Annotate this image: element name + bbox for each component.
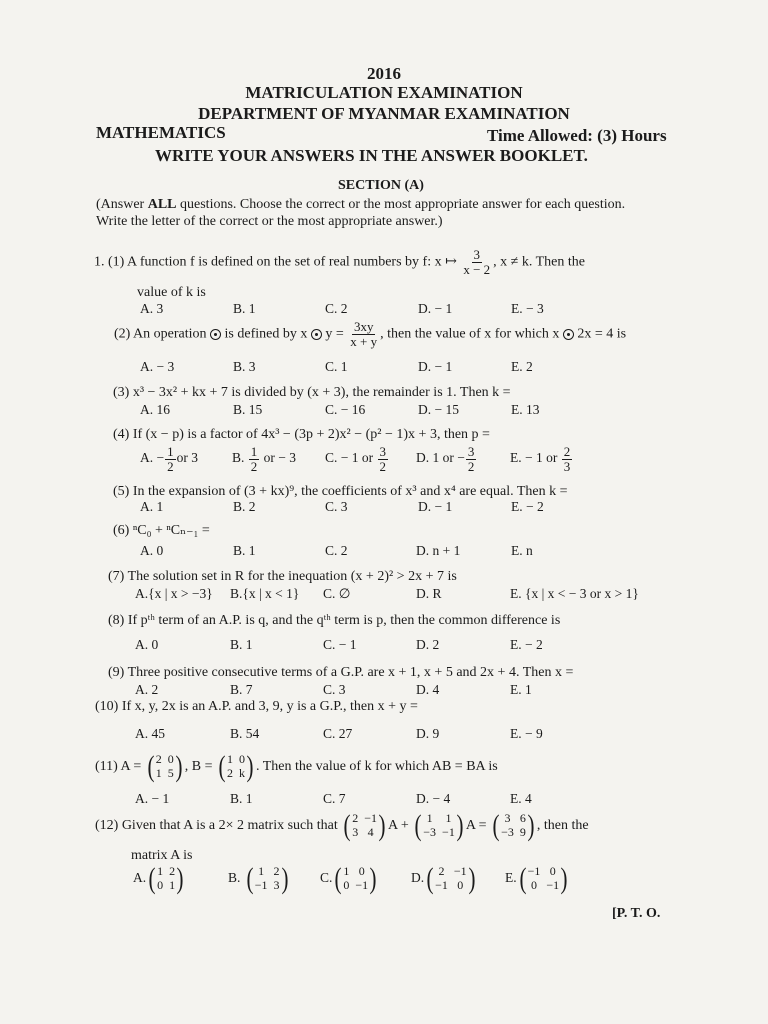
q6-option-e: E. n	[511, 543, 533, 558]
q11-option-e: E. 4	[510, 791, 532, 806]
q3-option-e: E. 13	[511, 402, 540, 417]
question-1-1: 1. (1) A function f is defined on the set of real numbers by f: x ↦ $\frac{3}{x - 2}$ , x ≠ k. Then the	[94, 247, 585, 277]
question-1-6: (6) ⁿC₀ + ⁿCₙ₋₁ =	[113, 523, 210, 538]
q1-option-a: A. 3	[140, 301, 164, 316]
fraction: $\frac{3}{x - 2}$	[463, 247, 491, 277]
section-note-line2: Write the letter of the correct or the most appropriate answer.)	[96, 214, 443, 229]
subject-title: MATHEMATICS	[96, 123, 226, 142]
q2-option-b: B. 3	[233, 359, 256, 374]
q3-option-a: A. 16	[140, 402, 170, 417]
q1-option-b: B. 1	[233, 301, 256, 316]
q1-option-e: E. − 3	[511, 301, 544, 316]
q4-option-a: A. − $\frac{1}{2}$ or 3	[140, 444, 198, 474]
q2-option-a: A. − 3	[140, 359, 175, 374]
q12-option-a: A. ( 1 2 0 1 )	[133, 862, 184, 895]
q10-option-a: A. 45	[135, 726, 165, 741]
q3-option-c: C. − 16	[325, 402, 366, 417]
q5-option-d: D. − 1	[418, 499, 453, 514]
question-1-12-cont: matrix A is	[131, 848, 193, 863]
q8-option-b: B. 1	[230, 637, 253, 652]
q9-option-d: D. 4	[416, 682, 440, 697]
q9-option-e: E. 1	[510, 682, 532, 697]
q7-option-d: D. R	[416, 586, 442, 601]
answer-instruction: WRITE YOUR ANSWERS IN THE ANSWER BOOKLET.	[155, 146, 588, 165]
question-1-11: (11) A = ( 2 0 1 5 ) , B = ( 1 0 2 k ) . Then the value of k for which AB = BA is	[95, 750, 498, 783]
question-1-9: (9) Three positive consecutive terms of a G.P. are x + 1, x + 5 and 2x + 4. Then x =	[108, 665, 574, 680]
q4-option-e: E. − 1 or $\frac{2}{3}$	[510, 444, 571, 474]
q8-option-c: C. − 1	[323, 637, 357, 652]
question-1-8: (8) If pᵗʰ term of an A.P. is q, and the qᵗʰ term is p, then the common difference is	[108, 613, 561, 628]
q7-option-a: A.{x | x > −3}	[135, 586, 213, 601]
q5-option-a: A. 1	[140, 499, 164, 514]
q9-option-b: B. 7	[230, 682, 253, 697]
q2-option-c: C. 1	[325, 359, 348, 374]
matrix-m1: ( 2 −1 3 4 )	[343, 809, 386, 842]
q6-option-d: D. n + 1	[416, 543, 461, 558]
question-1-12: (12) Given that A is a 2× 2 matrix such that ( 2 −1 3 4 ) A + ( 1 1 −3 −1 ) A = ( 3 6 −3 9 ) , then the	[95, 809, 589, 842]
q7-option-e: E. {x | x < − 3 or x > 1}	[510, 586, 639, 601]
q2-option-d: D. − 1	[418, 359, 453, 374]
q8-option-a: A. 0	[135, 637, 159, 652]
q4-option-b: B. $\frac{1}{2}$ or − 3	[232, 444, 296, 474]
circle-dot-operator-icon	[311, 329, 322, 340]
matrix-m3: ( 3 6 −3 9 )	[492, 809, 535, 842]
q9-option-c: C. 3	[323, 682, 346, 697]
question-1-5: (5) In the expansion of (3 + kx)⁹, the coefficients of x³ and x⁴ are equal. Then k =	[113, 484, 568, 499]
circle-dot-operator-icon	[563, 329, 574, 340]
section-title: SECTION (A)	[338, 178, 424, 193]
q11-option-c: C. 7	[323, 791, 346, 806]
circle-dot-operator-icon	[210, 329, 221, 340]
q2-option-e: E. 2	[511, 359, 533, 374]
q10-option-c: C. 27	[323, 726, 353, 741]
q12-option-c: C. ( 1 0 0 −1 )	[320, 862, 377, 895]
q8-option-d: D. 2	[416, 637, 440, 652]
q12-option-b: B. ( 1 2 −1 3 )	[228, 862, 289, 895]
q9-option-a: A. 2	[135, 682, 159, 697]
q3-option-d: D. − 15	[418, 402, 459, 417]
q5-option-c: C. 3	[325, 499, 348, 514]
question-1-2: (2) An operation is defined by x y = $\frac{3xy}{x + y}$ , then the value of x for which x 2x = 4 is	[114, 319, 627, 349]
q4-option-c: C. − 1 or $\frac{3}{2}$	[325, 444, 386, 474]
q4-option-d: D. 1 or − $\frac{3}{2}$	[416, 444, 475, 474]
q1-option-d: D. − 1	[418, 301, 453, 316]
q5-option-e: E. − 2	[511, 499, 544, 514]
exam-title: MATRICULATION EXAMINATION	[245, 83, 523, 102]
time-allowed: Time Allowed: (3) Hours	[487, 126, 667, 145]
exam-year: 2016	[367, 64, 401, 83]
question-1-10: (10) If x, y, 2x is an A.P. and 3, 9, y is a G.P., then x + y =	[95, 699, 418, 714]
q3-option-b: B. 15	[233, 402, 263, 417]
q6-option-b: B. 1	[233, 543, 256, 558]
q11-option-d: D. − 4	[416, 791, 451, 806]
q12-option-e: E. ( −1 0 0 −1 )	[505, 862, 568, 895]
q6-option-c: C. 2	[325, 543, 348, 558]
q7-option-c: C. ∅	[323, 586, 351, 601]
q7-option-b: B.{x | x < 1}	[230, 586, 300, 601]
q8-option-e: E. − 2	[510, 637, 543, 652]
fraction: $\frac{3xy}{x + y}$	[350, 319, 378, 349]
matrix-b: ( 1 0 2 k )	[218, 750, 254, 783]
matrix-m2: ( 1 1 −3 −1 )	[414, 809, 464, 842]
page-turn-note: [P. T. O.	[612, 906, 661, 921]
question-1-1-cont: value of k is	[137, 285, 206, 300]
q10-option-b: B. 54	[230, 726, 260, 741]
q11-option-a: A. − 1	[135, 791, 170, 806]
question-1-4: (4) If (x − p) is a factor of 4x³ − (3p + 2)x² − (p² − 1)x + 3, then p =	[113, 427, 490, 442]
question-1-3: (3) x³ − 3x² + kx + 7 is divided by (x + 3), the remainder is 1. Then k =	[113, 385, 511, 400]
q10-option-e: E. − 9	[510, 726, 543, 741]
q1-option-c: C. 2	[325, 301, 348, 316]
question-1-7: (7) The solution set in R for the inequation (x + 2)² > 2x + 7 is	[108, 569, 457, 584]
section-note-line1: (Answer ALL questions. Choose the correct or the most appropriate answer for each question.	[96, 197, 626, 212]
matrix-a: ( 2 0 1 5 )	[147, 750, 183, 783]
q6-option-a: A. 0	[140, 543, 164, 558]
q12-option-d: D. ( 2 −1 −1 0 )	[411, 862, 476, 895]
q11-option-b: B. 1	[230, 791, 253, 806]
department-title: DEPARTMENT OF MYANMAR EXAMINATION	[198, 104, 570, 123]
q10-option-d: D. 9	[416, 726, 440, 741]
q5-option-b: B. 2	[233, 499, 256, 514]
